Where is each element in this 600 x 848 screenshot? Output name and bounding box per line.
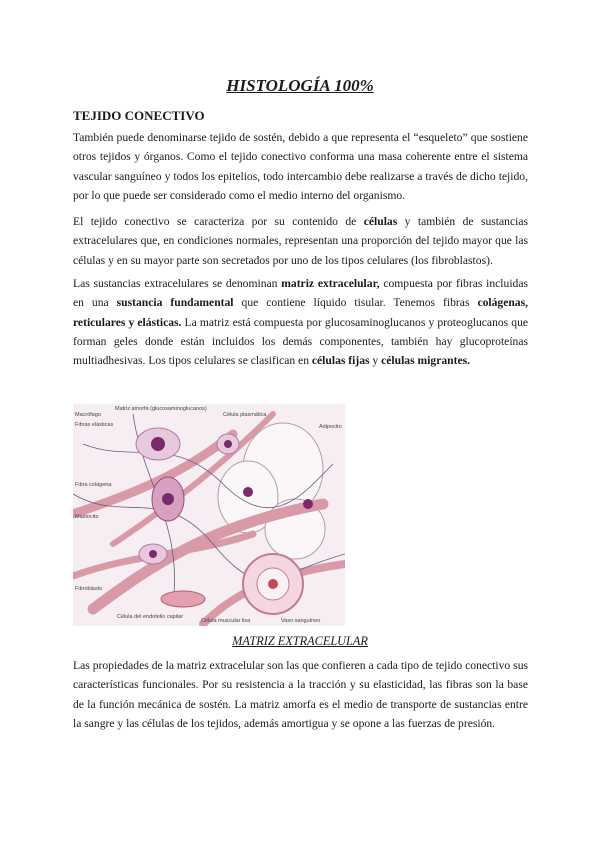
illustration-svg xyxy=(73,404,345,626)
p3-text-i: y xyxy=(369,354,382,368)
paragraph-2 xyxy=(73,212,528,270)
p2-text-c: y también de sustancias extracelulares que, en condiciones normales, representan una proporción del tejido mayor que las células y en su mayor parte son secretados por uno de los tipos celulares (los fibroblastos). xyxy=(73,215,528,267)
svg-text:Macrófago: Macrófago xyxy=(75,412,101,418)
p3-text-e: que contiene líquido tisular. Tenemos fibras xyxy=(233,296,478,310)
p3-bold-migrantes: células migrantes. xyxy=(381,354,470,368)
p3-bold-sustancia: sustancia fundamental xyxy=(116,296,234,310)
svg-text:Mastocito: Mastocito xyxy=(75,514,99,520)
svg-text:Fibroblasto: Fibroblasto xyxy=(75,586,103,592)
svg-text:Fibra colágena: Fibra colágena xyxy=(75,482,112,488)
section-heading: TEJIDO CONECTIVO xyxy=(73,108,205,123)
p3-text-g: La matriz está compuesta por glucosaminoglucanos y proteoglucanos que forman geles donde están incluidos los demás componentes, también hay glucoproteínas multiadhesivas. Los tipos celulares se clasifican en xyxy=(73,315,529,368)
document-title: HISTOLOGÍA 100% xyxy=(226,76,374,95)
paragraph-3 xyxy=(73,274,528,370)
p2-bold-celulas: células xyxy=(363,215,398,228)
p2-text-a: El tejido conectivo se caracteriza por su contenido de xyxy=(73,215,364,228)
svg-text:Fibras elásticas: Fibras elásticas xyxy=(75,422,114,428)
section-2-heading: MATRIZ EXTRACELULAR xyxy=(232,634,368,648)
svg-text:Matriz amorfa (glucosaminogluc: Matriz amorfa (glucosaminoglucanos) xyxy=(115,406,207,412)
svg-text:Adipocito: Adipocito xyxy=(319,424,342,430)
paragraph-1: También puede denominarse tejido de sostén, debido a que representa el “esqueleto” que sostiene otros tejidos y órganos. Como el tejido conectivo conforma una masa coherente entre el sistema vascular sanguíneo y todos los epitelios, todo intercambio debe realizarse a través de dicho tejido, por lo que puede ser considerado como el medio interno del organismo. xyxy=(73,131,528,202)
svg-text:Célula muscular lisa: Célula muscular lisa xyxy=(201,618,251,624)
svg-text:Vaso sanguíneo: Vaso sanguíneo xyxy=(281,618,321,624)
connective-tissue-illustration xyxy=(73,404,345,626)
p3-text-a: Las sustancias extracelulares se denominan xyxy=(73,277,282,290)
svg-text:Célula del endotelio capilar: Célula del endotelio capilar xyxy=(117,614,184,620)
paragraph-4: Las propiedades de la matriz extracelular son las que confieren a cada tipo de tejido conectivo sus características funcionales. Por su resistencia a la tracción y su elasticidad, las fibras son la base de la función mecánica de sostén. La matriz amorfa es el medio de transporte de sustancias entre la sangre y las células de los tejidos, además amortigua y se opone a las fuerzas de presión. xyxy=(73,659,528,730)
p3-bold-matriz: matriz extracelular, xyxy=(281,277,380,290)
p3-bold-fibras: colágenas, reticulares y elásticas. xyxy=(73,296,529,329)
p3-bold-fijas: células fijas xyxy=(311,354,370,368)
p3-text-c: compuesta por fibras incluidas en una xyxy=(73,277,529,310)
svg-text:Célula plasmática: Célula plasmática xyxy=(223,412,267,418)
